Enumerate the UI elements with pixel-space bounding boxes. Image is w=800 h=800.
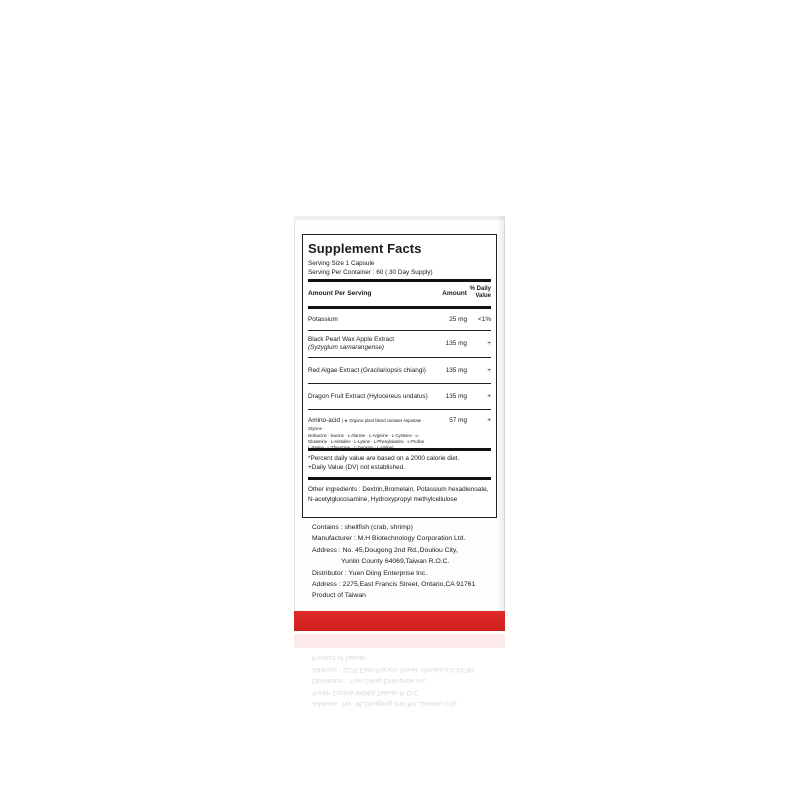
col-daily-value: % Daily Value	[469, 286, 491, 299]
ingredient-amount: 57 mg	[449, 417, 467, 424]
reflection-band	[294, 634, 505, 648]
amino-detail-inline: ( ★ Organic plant blend contains Aspartate · Glycine ·	[308, 418, 424, 431]
address-line-1: Address : No. 45,Dougong 2nd Rd.,Douliou City,	[312, 546, 458, 554]
serving-size: Serving Size 1 Capsule	[308, 260, 375, 267]
ingredient-name	[308, 417, 431, 451]
col-amount: Amount	[442, 289, 467, 297]
facts-row	[308, 331, 491, 357]
facts-row	[308, 410, 491, 450]
reflection-line: Product of Taiwan	[312, 654, 366, 662]
ingredient-dv: +	[487, 392, 491, 400]
amino-detail: Isoleucine · leucine · L-Alanine · L-Arginine · L-Cysteine · L-Glutamine · L-Histidine · L-Lysine · L-Phenylalanine · L-Proline · L-Serine · L-Threonine · L-Tyrosine · L-Valine)	[308, 433, 427, 450]
reflection-line: Distributor : Yuen Diing Enterprise Inc.	[312, 677, 428, 685]
facts-title: Supplement Facts	[308, 241, 422, 256]
facts-header-row	[308, 282, 491, 304]
ingredient-name	[308, 336, 431, 352]
ingredient-amount: 135 mg	[445, 366, 467, 374]
facts-row	[308, 309, 491, 330]
ingredient-name-main: Amino-acid	[308, 417, 340, 424]
note-dv-not-established: +Daily Value (DV) not established.	[308, 464, 406, 471]
serving-per-container: Serving Per Container : 60 ( 30 Day Supply)	[308, 269, 433, 276]
address-line-2: Address : 2275,East Francis Street, Ontario,CA 91761	[312, 581, 476, 589]
facts-row	[308, 358, 491, 383]
facts-notes	[308, 451, 491, 475]
supplement-facts-panel	[302, 234, 497, 518]
ingredient-name-main: Black Pearl Wax Apple Extract	[308, 336, 395, 343]
contains-line: Contains : shellfish (crab, shrimp)	[312, 524, 413, 531]
ingredient-name: Dragon Fruit Extract (Hylocereus undatus)	[308, 392, 428, 400]
col-amount-per-serving: Amount Per Serving	[308, 289, 372, 297]
ingredient-dv: +	[487, 366, 491, 374]
product-origin-line: Product of Taiwan	[312, 592, 366, 600]
product-box	[294, 216, 505, 631]
other-ingredients: Other ingredients : Dextrin,Bromelain, Potassium hexadienoate, N-acetylglucosamine, Hydroxypropyl methylcellulose	[308, 486, 489, 503]
reflection-line: Address : 2275,East Francis Street, Ontario,CA 91761	[312, 665, 476, 673]
ingredient-amount: 25 mg	[449, 315, 467, 323]
reflection-text	[312, 652, 475, 709]
reflection-line: Address : No. 45,Dougong 2nd Rd.,Douliou City,	[312, 700, 458, 708]
reflection-line: Yunlin County 64069,Taiwan R.O.C.	[312, 688, 421, 696]
ingredient-name: Potassium	[308, 315, 338, 323]
box-top-edge	[294, 216, 505, 220]
ingredient-name: Red Algae Extract (Gracilariopsis chiangi)	[308, 366, 426, 374]
ingredient-latin-name: (Syzygium samarangense)	[308, 344, 385, 351]
ingredient-amount: 135 mg	[445, 392, 467, 400]
red-band	[294, 611, 505, 631]
product-info	[312, 522, 502, 602]
address-line-1b: Yunlin County 64069,Taiwan R.O.C.	[341, 558, 450, 566]
box-reflection	[294, 634, 505, 724]
ingredient-dv: +	[487, 417, 491, 424]
distributor-line: Distributor : Yuen Diing Enterprise Inc.	[312, 569, 428, 577]
note-percent-dv: *Percent daily value are based on a 2000 calorie diet.	[308, 455, 460, 462]
ingredient-dv: +	[487, 340, 491, 347]
ingredient-amount: 135 mg	[445, 340, 467, 347]
ingredient-dv: <1%	[478, 315, 491, 323]
facts-row	[308, 384, 491, 409]
manufacturer-line: Manufacturer : M.H Biotechnology Corporation Ltd.	[312, 535, 466, 543]
